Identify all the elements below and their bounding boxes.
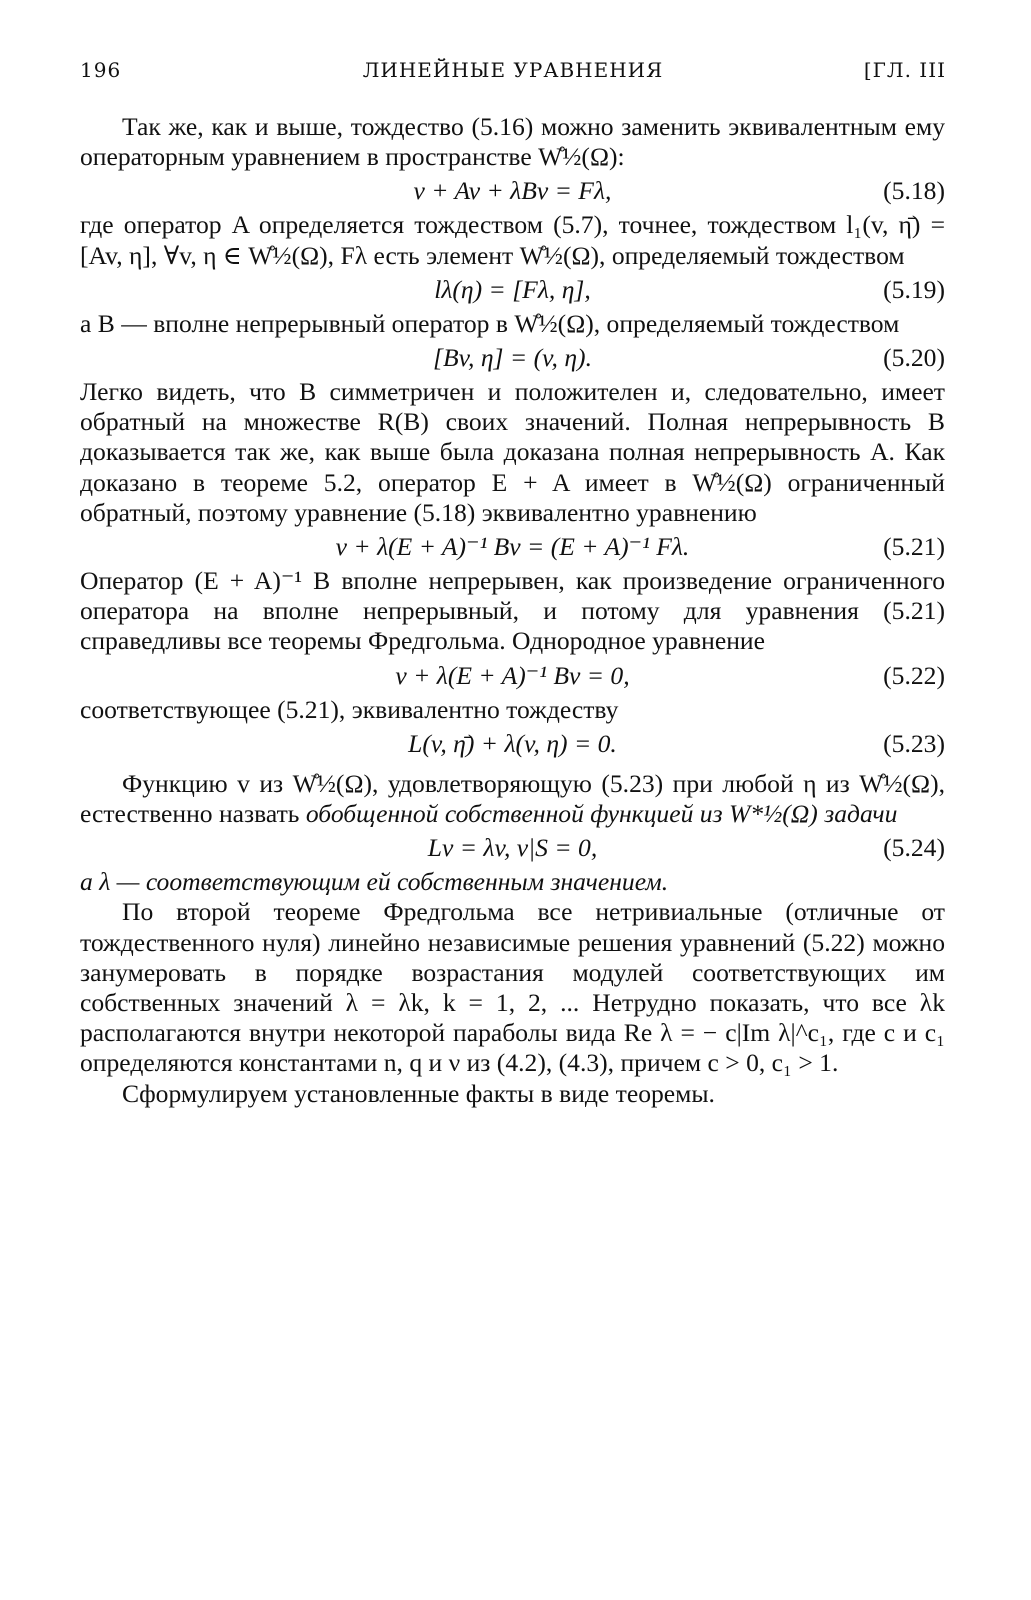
equation-5-23 bbox=[80, 727, 945, 761]
paragraph-7 bbox=[80, 769, 945, 829]
paragraph-5: Оператор (E + A)⁻¹ B вполне непрерывен, как произведение ограниченного оператора на вполне непрерывный, и потому для уравнения (5.21) справедливы все теоремы Фредгольма. Однородное уравнение bbox=[80, 566, 945, 656]
paragraph-8: а λ — соответствующим ей собственным значением. bbox=[80, 867, 669, 897]
equation-formula: L(v, η̄) + λ(v, η) = 0. bbox=[408, 728, 617, 758]
equation-5-22 bbox=[80, 659, 945, 693]
equation-formula: lλ(η) = [Fλ, η], bbox=[434, 274, 591, 304]
equation-5-24 bbox=[80, 831, 945, 865]
equation-number: (5.20) bbox=[883, 342, 945, 372]
page-number: 196 bbox=[80, 58, 122, 82]
equation-formula: v + λ(E + A)⁻¹ Bv = (E + A)⁻¹ Fλ. bbox=[335, 531, 690, 561]
running-title: ЛИНЕЙНЫЕ УРАВНЕНИЯ bbox=[362, 58, 664, 82]
equation-number: (5.22) bbox=[883, 660, 945, 690]
paragraph-7-definition: обобщенной собственной функцией из W*½(Ω) задачи bbox=[305, 799, 898, 829]
equation-number: (5.21) bbox=[883, 531, 945, 561]
equation-number: (5.24) bbox=[883, 833, 945, 863]
paragraph-3: а B — вполне непрерывный оператор в W̊½(Ω), определяемый тождеством bbox=[80, 308, 900, 338]
equation-formula: [Bv, η] = (v, η). bbox=[433, 342, 592, 372]
equation-formula: v + λ(E + A)⁻¹ Bv = 0, bbox=[395, 660, 630, 690]
equation-number: (5.18) bbox=[883, 176, 945, 206]
equation-5-18 bbox=[80, 174, 945, 208]
paragraph-6: соответствующее (5.21), эквивалентно тождеству bbox=[80, 694, 619, 724]
paragraph-4: Легко видеть, что B симметричен и положителен и, следовательно, имеет обратный на множестве R(B) своих значений. Полная непрерывность B доказывается так же, как выше была доказана полная непрерывность A. Как доказано в теореме 5.2, оператор E + A имеет в W̊½(Ω) ограниченный обратный, поэтому уравнение (5.18) эквивалентно уравнению bbox=[80, 377, 945, 527]
paragraph-9: По второй теореме Фредгольма все нетривиальные (отличные от тождественного нуля) линейно независимые решения уравнений (5.22) можно занумеровать в порядке возрастания модулей соответствующих им собственных значений λ = λk, k = 1, 2, ... Нетрудно показать, что все λk располагаются внутри некоторой параболы вида Re λ = − c|Im λ|^c₁, где c и c₁ определяются константами n, q и ν из (4.2), (4.3), причем c > 0, c₁ > 1. bbox=[80, 897, 945, 1078]
equation-5-19 bbox=[80, 273, 945, 307]
equation-5-20 bbox=[80, 341, 945, 375]
equation-number: (5.19) bbox=[883, 274, 945, 304]
equation-5-21 bbox=[80, 530, 945, 564]
equation-number: (5.23) bbox=[883, 728, 945, 758]
equation-formula: v + Av + λBv = Fλ, bbox=[413, 176, 612, 206]
page-header bbox=[80, 48, 946, 88]
equation-formula: Lv = λv, v|S = 0, bbox=[427, 833, 598, 863]
paragraph-7-text: Функцию v из W̊½(Ω), удовлетворяющую (5.23) при любой η из W̊½(Ω), естественно назвать bbox=[80, 768, 945, 829]
paragraph-1: Так же, как и выше, тождество (5.16) можно заменить эквивалентным ему операторным уравнением в пространстве W̊½(Ω): bbox=[80, 112, 945, 172]
chapter-label: [ГЛ. III bbox=[863, 58, 946, 82]
paragraph-2: где оператор A определяется тождеством (5.7), точнее, тождеством l₁(v, η̄) = [Av, η], ∀v, η ∈ W̊½(Ω), Fλ есть элемент W̊½(Ω), определяемый тождеством bbox=[80, 210, 945, 270]
paragraph-10: Сформулируем установленные факты в виде теоремы. bbox=[122, 1078, 715, 1108]
page-body bbox=[80, 112, 945, 1109]
